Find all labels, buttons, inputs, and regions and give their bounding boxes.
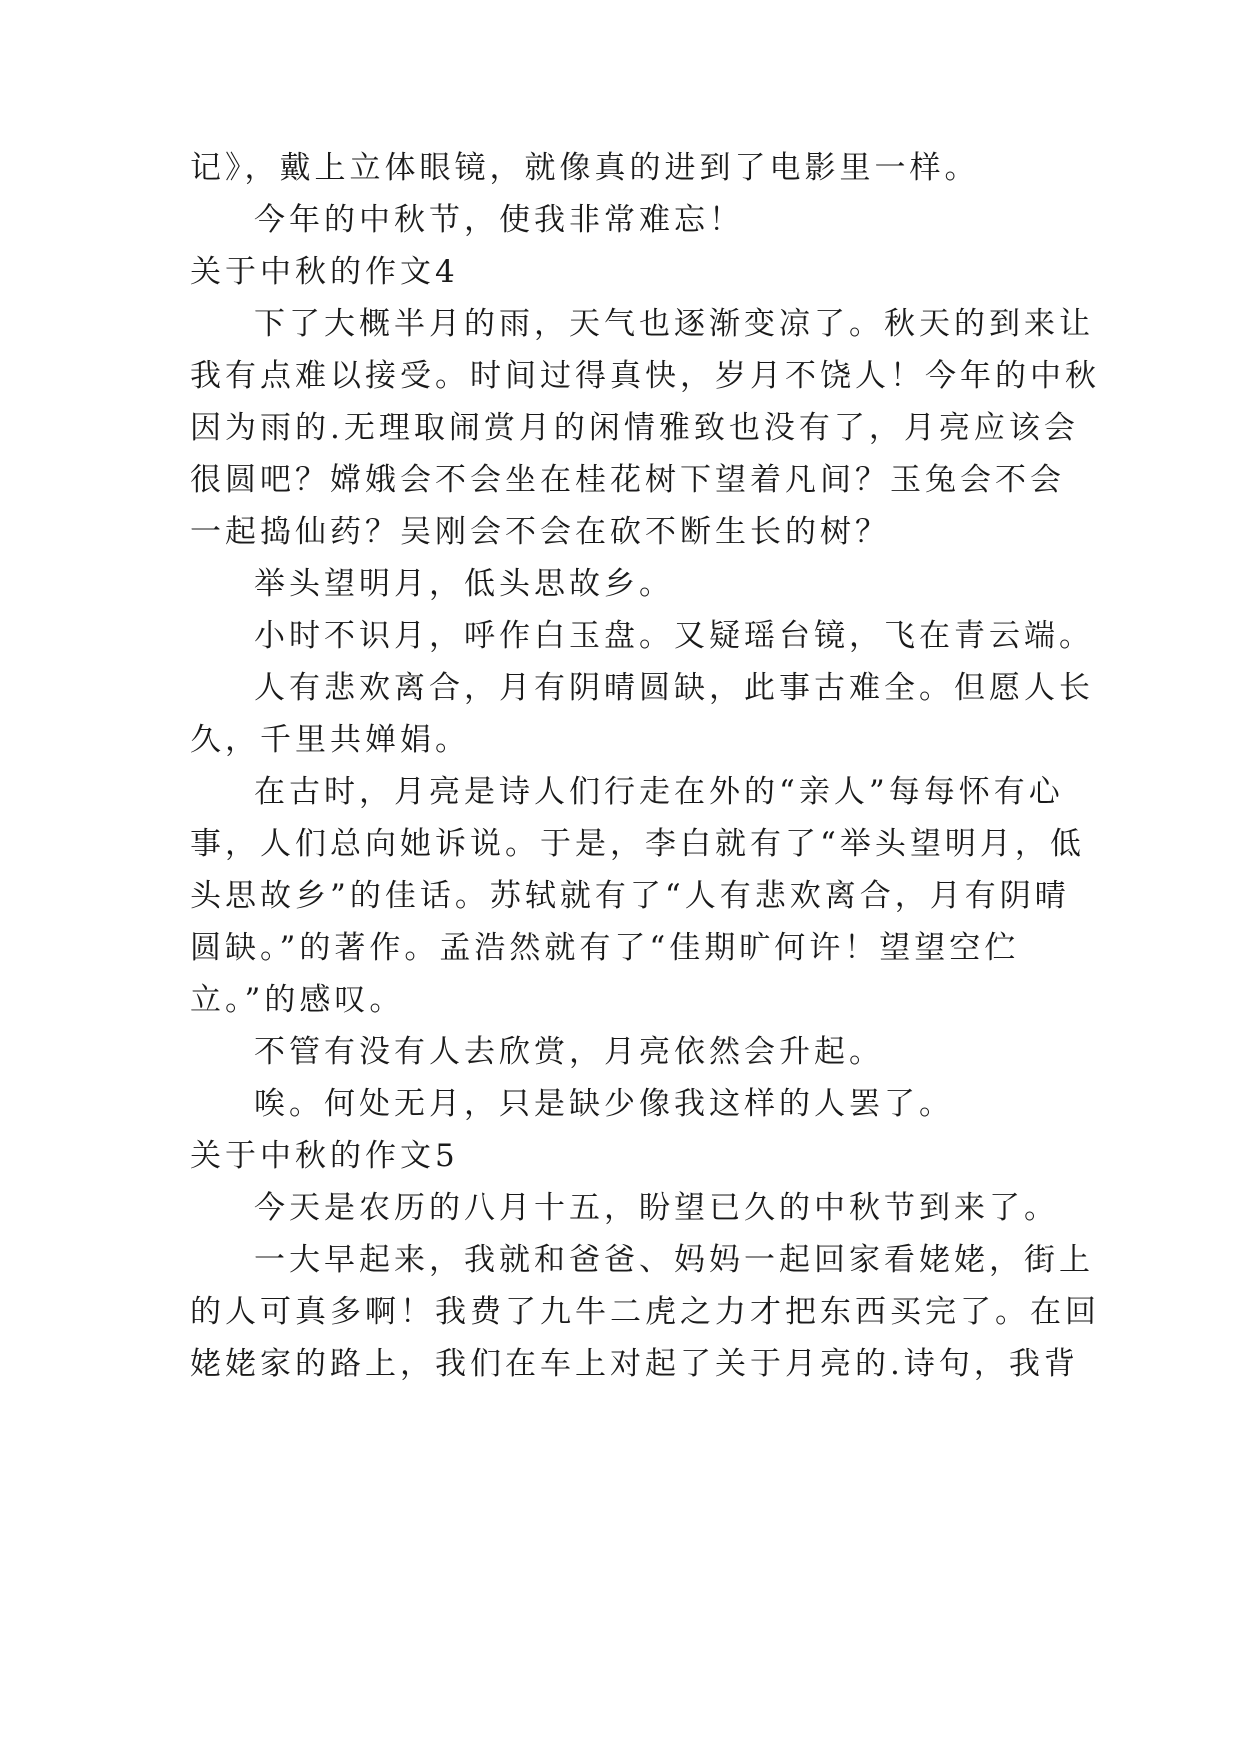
paragraph-line: 不管有没有人去欣赏，月亮依然会升起。 <box>254 1034 884 1070</box>
paragraph-line: 一大早起来，我就和爸爸、妈妈一起回家看姥姥，街上 <box>254 1242 1094 1278</box>
paragraph-line: 因为雨的.无理取闹赏月的闲情雅致也没有了，月亮应该会 <box>190 410 1079 446</box>
paragraph-line: 很圆吧？嫦娥会不会坐在桂花树下望着凡间？玉兔会不会 <box>190 462 1065 498</box>
paragraph-line: 立。”的感叹。 <box>190 982 405 1018</box>
paragraph-line: 事，人们总向她诉说。于是，李白就有了“举头望明月，低 <box>190 826 1085 862</box>
paragraph-line: 下了大概半月的雨，天气也逐渐变凉了。秋天的到来让 <box>254 306 1094 342</box>
paragraph-line: 在古时，月亮是诗人们行走在外的“亲人”每每怀有心 <box>254 774 1064 810</box>
paragraph-line: 今年的中秋节，使我非常难忘！ <box>254 202 744 238</box>
paragraph-line: 圆缺。”的著作。孟浩然就有了“佳期旷何许！望望空伫 <box>190 930 1020 966</box>
paragraph-line: 头思故乡”的佳话。苏轼就有了“人有悲欢离合，月有阴晴 <box>190 878 1070 914</box>
section-heading: 关于中秋的作文5 <box>190 1138 459 1174</box>
paragraph-line: 小时不识月，呼作白玉盘。又疑瑶台镜，飞在青云端。 <box>254 618 1094 654</box>
section-heading: 关于中秋的作文4 <box>190 254 459 290</box>
paragraph-line: 记》，戴上立体眼镜，就像真的进到了电影里一样。 <box>190 150 980 186</box>
paragraph-line: 唉。何处无月，只是缺少像我这样的人罢了。 <box>254 1086 954 1122</box>
paragraph-line: 举头望明月，低头思故乡。 <box>254 566 674 602</box>
paragraph-line: 久，千里共婵娟。 <box>190 722 470 758</box>
paragraph-line: 姥姥家的路上，我们在车上对起了关于月亮的.诗句，我背 <box>190 1346 1079 1382</box>
paragraph-line: 人有悲欢离合，月有阴晴圆缺，此事古难全。但愿人长 <box>254 670 1094 706</box>
paragraph-line: 我有点难以接受。时间过得真快，岁月不饶人！今年的中秋 <box>190 358 1100 394</box>
paragraph-line: 今天是农历的八月十五，盼望已久的中秋节到来了。 <box>254 1190 1059 1226</box>
paragraph-line: 一起捣仙药？吴刚会不会在砍不断生长的树？ <box>190 514 890 550</box>
paragraph-line: 的人可真多啊！我费了九牛二虎之力才把东西买完了。在回 <box>190 1294 1100 1330</box>
